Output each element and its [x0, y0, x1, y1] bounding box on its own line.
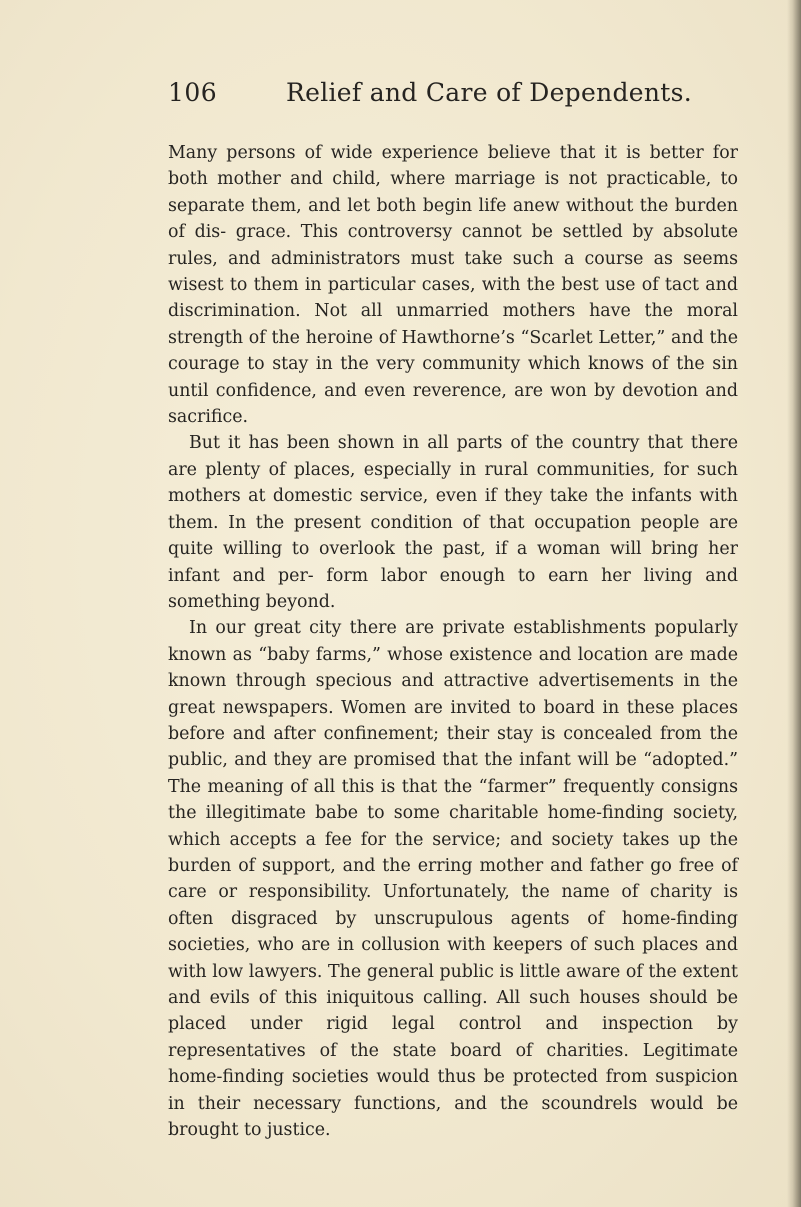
page-edge-shadow	[787, 0, 801, 1207]
paragraph-2: But it has been shown in all parts of the country that there are plenty of places, especially in rural communities, for such mothers at domestic service, even if they take the infants with them. In the present condition of that occupation people are quite willing to overlook the past, if a woman will bring her infant and per- form labor enough to earn her living and something beyond.	[168, 433, 738, 612]
page-number: 106	[168, 78, 218, 107]
paragraph-3: In our great city there are private establishments popularly known as “baby farms,” whose existence and location are made known through specious and attractive advertisements in the great newspapers. Women are invited to board in these places before and after confinement; their stay is concealed from the public, and they are promised that the infant will be “adopted.” The meaning of all this is that the “farmer” frequently consigns the illegitimate babe to some charitable home-finding society, which accepts a fee for the service; and society takes up the burden of support, and the erring mother and father go free of care or responsibility. Unfortunately, the name of charity is often disgraced by unscrupulous agents of home-finding societies, who are in collusion with keepers of such places and with low lawyers. The general public is little aware of the extent and evils of this iniquitous calling. All such houses should be placed under rigid legal control and inspection by representatives of the state board of charities. Legitimate home-finding societies would thus be protected from suspicion in their necessary functions, and the scoundrels would be brought to justice.	[168, 618, 738, 1141]
running-title: Relief and Care of Dependents.	[286, 78, 692, 107]
body-text	[168, 140, 738, 1143]
paragraph-1: Many persons of wide experience believe that it is better for both mother and child, where marriage is not practicable, to separate them, and let both begin life anew without the burden of dis- grace. This controversy cannot be settled by absolute rules, and administrators must take such a course as seems wisest to them in particular cases, with the best use of tact and discrimination. Not all unmarried mothers have the moral strength of the heroine of Hawthorne’s “Scarlet Letter,” and the courage to stay in the very community which knows of the sin until confidence, and even reverence, are won by devotion and sacrifice.	[168, 143, 738, 428]
page-header	[168, 78, 745, 118]
